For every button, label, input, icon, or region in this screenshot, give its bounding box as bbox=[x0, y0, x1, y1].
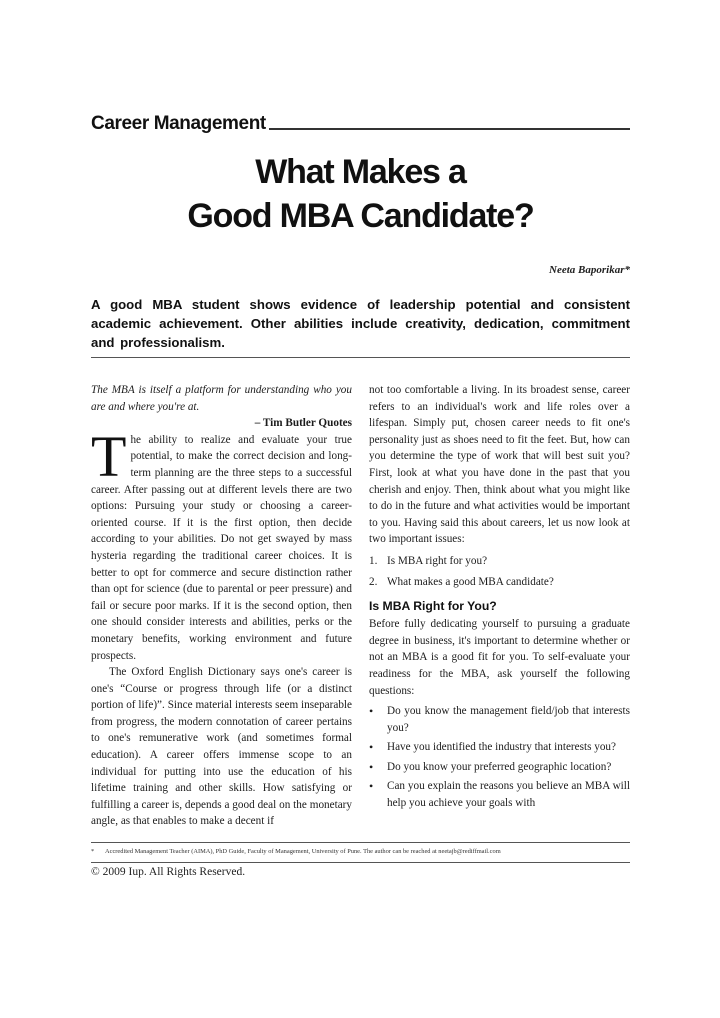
list-item bbox=[369, 703, 630, 736]
intro-paragraph-text: he ability to realize and evaluate your true potential, to make the correct decision and long-term planning are the three steps to a successful career. After passing out at different levels there are two options: Pursuing your study or choosing a career-oriented course. If it is the first option, then decide according to your abilities. Do not get swayed by mass hysteria regarding the traditional career choices. It is better to opt for commerce and secure distinction rather than opt for science (due to parental or peer pressure) and fail or secure poor marks. If it is the second option, then one should consider interests and abilities, perks or the monetary benefits, working environment and future prospects. bbox=[91, 433, 352, 662]
list-text: What makes a good MBA candidate? bbox=[387, 575, 554, 588]
list-text: Do you know the management field/job that interests you? bbox=[387, 705, 630, 734]
section-rule bbox=[269, 128, 630, 130]
epigraph: The MBA is itself a platform for understanding who you are and where you're at. bbox=[91, 384, 352, 413]
list-number: 2. bbox=[369, 575, 378, 588]
footnote-text: Accredited Management Teacher (AIMA), PhD Guide, Faculty of Management, University of Pune. The author can be reached at neetajb@rediffmail.com bbox=[105, 848, 501, 855]
section-label: Career Management bbox=[91, 113, 266, 134]
copyright-divider bbox=[91, 862, 630, 863]
bullet-icon: • bbox=[369, 740, 374, 755]
issues-list bbox=[369, 553, 630, 590]
section-header bbox=[91, 104, 630, 134]
oxford-paragraph: The Oxford English Dictionary says one's career is one's “Course or progress through life (or a distinct portion of life)”. Since material interests seem inseparable from progress, the modern connotation of career pertains to one's remunerative work (and sometimes formal education). A career offers immense scope to an individual for putting into use the education of his lifetime training and other skills. How satisfying or fulfilling a career is, depends a good deal on the monetary angle, as that enables to make a decent if bbox=[91, 666, 352, 828]
list-item bbox=[369, 553, 630, 570]
title-line-1: What Makes a bbox=[255, 153, 466, 191]
list-text: Do you know your preferred geographic location? bbox=[387, 760, 612, 773]
author-name: Neeta Baporikar* bbox=[549, 264, 630, 276]
title-line-2: Good MBA Candidate? bbox=[187, 197, 534, 235]
list-item bbox=[369, 778, 630, 811]
career-paragraph: not too comfortable a living. In its broadest sense, career refers to an individual's work and life roles over a lifespan. Simply put, chosen career needs to fit one's personality just as shoes need to fit the feet. But, how can you determine the type of work that will best suit you? First, look at what you have done in the past that you cherish and enjoy. Then, think about what you might like to do in the future and what activities would be important to you. Having said this about careers, let us now look at two important issues: bbox=[369, 384, 630, 546]
article-title bbox=[91, 150, 630, 238]
list-item bbox=[369, 739, 630, 756]
list-text: Have you identified the industry that interests you? bbox=[387, 741, 616, 754]
left-column bbox=[91, 382, 352, 830]
bullet-icon: • bbox=[369, 779, 374, 794]
abstract: A good MBA student shows evidence of leadership potential and consistent academic achievement. Other abilities include creativity, dedication, commitment and professionalism. bbox=[91, 297, 630, 350]
abstract-divider bbox=[91, 357, 630, 358]
epigraph-attribution: – Tim Butler Quotes bbox=[254, 417, 352, 430]
list-item bbox=[369, 574, 630, 591]
list-text: Is MBA right for you? bbox=[387, 554, 488, 567]
footnote-divider bbox=[91, 842, 630, 843]
copyright: © 2009 Iup. All Rights Reserved. bbox=[91, 866, 246, 878]
list-number: 1. bbox=[369, 554, 378, 567]
list-item bbox=[369, 759, 630, 776]
list-text: Can you explain the reasons you believe an MBA will help you achieve your goals with bbox=[387, 780, 630, 810]
questions-list bbox=[369, 703, 630, 812]
evaluation-paragraph: Before fully dedicating yourself to pursuing a graduate degree in business, it's important to determine whether or not an MBA is a good fit for you. To self-evaluate your readiness for the MBA, ask yourself the following questions: bbox=[369, 618, 630, 697]
drop-cap: T bbox=[91, 423, 127, 489]
footnote bbox=[91, 847, 630, 856]
footnote-mark: * bbox=[91, 848, 95, 855]
subheading: Is MBA Right for You? bbox=[369, 599, 497, 614]
bullet-icon: • bbox=[369, 704, 374, 719]
right-column bbox=[369, 382, 630, 815]
bullet-icon: • bbox=[369, 759, 374, 774]
